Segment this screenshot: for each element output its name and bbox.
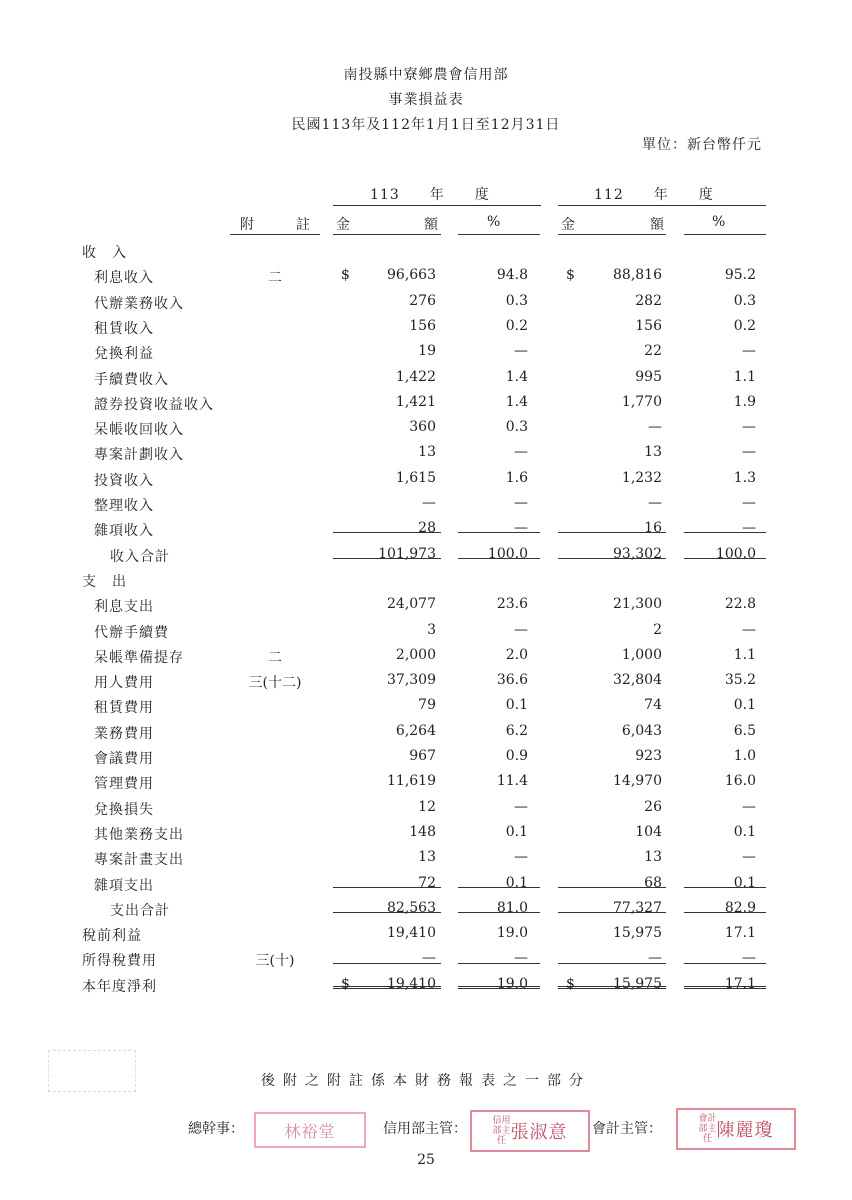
cell-d113: $ [341, 267, 350, 284]
row-label: 稅前利益 [82, 928, 142, 945]
expense-subtotal-rule-a113 [333, 887, 441, 888]
row-label: 兌換利益 [94, 346, 154, 363]
table-row [0, 622, 852, 647]
net-income-double-rule-p113 [458, 986, 540, 989]
statement-period: 民國113年及112年1月1日至12月31日 [291, 117, 561, 133]
tax-rule-a113 [333, 963, 441, 964]
expense-subtotal-rule-p112 [684, 887, 766, 888]
row-label: 專案計劃收入 [94, 447, 184, 464]
cell-a112: 21,300 [613, 596, 662, 613]
credit-manager-stamp-title: 信用部主任 [492, 1116, 511, 1146]
pct-113-header-rule [458, 234, 540, 235]
cell-a113: 19 [418, 343, 436, 360]
page-number: 25 [417, 1152, 435, 1168]
row-label: 呆帳準備提存 [94, 649, 184, 666]
tax-rule-p113 [458, 963, 540, 964]
cell-a113: 19,410 [387, 925, 436, 942]
cell-a112: 32,804 [613, 672, 662, 689]
row-label: 支出合計 [110, 902, 170, 919]
cell-a113: 2,000 [395, 646, 436, 663]
cell-a113: 1,615 [395, 469, 436, 486]
cell-p113: — [514, 849, 528, 866]
cell-a112: — [648, 495, 662, 511]
table-row [0, 672, 852, 697]
row-label: 收 入 [82, 245, 127, 261]
cell-p112: 95.2 [724, 267, 756, 284]
cell-a113: 13 [418, 849, 436, 866]
cell-a113: 28 [418, 520, 436, 537]
revenue-total-rule-a113 [333, 558, 441, 559]
currency-unit: 單位：新台幣仟元 [642, 137, 762, 153]
row-label: 代辦手續費 [94, 624, 169, 641]
table-row [0, 647, 852, 672]
cell-a112: 22 [644, 343, 662, 360]
cell-p113: 1.4 [505, 393, 528, 410]
cell-a112: 16 [644, 520, 662, 537]
cell-a112: 13 [644, 849, 662, 866]
net-income-double-rule-a112 [558, 986, 666, 989]
cell-a112: 6,043 [621, 722, 662, 739]
cell-a113: 79 [418, 697, 436, 714]
cell-a112: 15,975 [613, 975, 662, 992]
general-manager-label: 總幹事： [188, 1121, 244, 1137]
amount-113-header-right: 額 [424, 217, 438, 233]
accounting-manager-label: 會計主管： [592, 1121, 662, 1137]
cell-p113: 19.0 [496, 925, 528, 942]
revenue-subtotal-rule-a113 [333, 532, 441, 533]
cell-p112: 1.1 [733, 646, 756, 663]
row-label: 租賃收入 [94, 320, 154, 337]
cell-a112: 13 [644, 444, 662, 461]
cell-p113: — [514, 495, 528, 511]
row-label: 證券投資收益收入 [94, 396, 214, 413]
cell-note: 二 [268, 270, 282, 287]
cell-p112: 1.0 [733, 748, 756, 764]
cell-d113: $ [341, 975, 350, 992]
cell-a113: 967 [409, 748, 436, 764]
cell-a113: 12 [418, 798, 436, 815]
pct-112-header: % [712, 214, 726, 230]
cell-a112: 26 [644, 798, 662, 815]
cell-p113: 0.1 [505, 823, 528, 840]
row-label: 專案計畫支出 [94, 852, 184, 869]
cell-p112: 0.2 [733, 317, 756, 334]
cell-a113: 360 [409, 419, 436, 436]
cell-p112: 1.9 [733, 393, 756, 410]
cell-p112: — [742, 343, 756, 360]
cell-p112: 0.3 [733, 292, 756, 309]
cell-p112: — [742, 520, 756, 537]
row-label: 會議費用 [94, 751, 154, 767]
cell-p113: 36.6 [496, 672, 528, 689]
cell-p113: — [514, 621, 528, 638]
cell-a113: — [422, 950, 436, 967]
year-113-rule [333, 205, 541, 206]
table-row [0, 697, 852, 722]
cell-note: 二 [268, 649, 282, 666]
table-row [0, 267, 852, 292]
general-manager-stamp [254, 1112, 366, 1148]
tax-rule-a112 [558, 963, 666, 964]
cell-a113: 72 [418, 874, 436, 891]
cell-a112: 74 [644, 697, 662, 714]
cell-p113: — [514, 950, 528, 967]
cell-p113: 0.3 [505, 292, 528, 309]
cell-p112: 6.5 [733, 722, 756, 739]
cell-a112: 68 [644, 874, 662, 891]
table-row [0, 242, 852, 267]
pct-112-header-rule [684, 234, 766, 235]
accounting-manager-stamp-name: 陳麗瓊 [716, 1120, 774, 1141]
cell-a112: 2 [653, 621, 662, 638]
table-row [0, 748, 852, 773]
cell-p113: 11.4 [496, 773, 528, 790]
cell-p113: — [514, 520, 528, 537]
credit-manager-label: 信用部主管： [383, 1121, 467, 1137]
cell-p113: 0.2 [505, 317, 528, 334]
table-row [0, 571, 852, 596]
cell-p112: — [742, 621, 756, 638]
cell-p113: 0.3 [505, 419, 528, 436]
cell-a113: 148 [409, 823, 436, 840]
cell-a113: 24,077 [387, 596, 436, 613]
row-label: 支 出 [82, 573, 127, 590]
accounting-manager-stamp-title: 會計部主任 [698, 1114, 717, 1144]
revenue-subtotal-rule-p112 [684, 532, 766, 533]
year-113-header: 113 年 度 [370, 187, 490, 203]
cell-p112: 1.3 [733, 469, 756, 486]
cell-a112: 156 [635, 317, 662, 334]
row-label: 呆帳收回收入 [94, 422, 184, 439]
cell-a112: 104 [635, 823, 662, 840]
cell-a112: 1,000 [621, 646, 662, 663]
cell-p112: 1.1 [733, 368, 756, 385]
table-row [0, 723, 852, 748]
row-label: 其他業務支出 [94, 826, 184, 843]
cell-p112: — [742, 444, 756, 461]
row-label: 代辦業務收入 [94, 295, 184, 312]
cell-p113: 6.2 [505, 722, 528, 739]
expense-total-rule-a112 [558, 912, 666, 913]
general-manager-stamp-name: 林裕堂 [284, 1121, 336, 1141]
row-label: 利息收入 [94, 270, 154, 287]
row-label: 雜項收入 [94, 523, 154, 540]
cell-p112: — [742, 798, 756, 815]
table-row [0, 470, 852, 495]
cell-a112: 1,232 [621, 469, 662, 486]
note-column-header: 附 註 [240, 217, 310, 233]
cell-d112: $ [566, 975, 575, 992]
cell-a113: 276 [409, 292, 436, 309]
cell-note: 三(十二) [248, 675, 302, 692]
cell-p112: 0.1 [733, 697, 756, 714]
table-row [0, 773, 852, 798]
pct-113-header: % [487, 214, 501, 230]
cell-a112: 93,302 [613, 545, 662, 562]
notes-footnote: 後附之附註係本財務報表之一部分 [261, 1073, 591, 1089]
cell-p112: — [742, 495, 756, 511]
cell-a113: 3 [427, 621, 436, 638]
year-112-rule [558, 205, 766, 206]
cell-a112: 15,975 [613, 925, 662, 942]
table-row [0, 394, 852, 419]
cell-a112: 77,327 [613, 899, 662, 916]
net-income-double-rule-a113 [333, 986, 441, 989]
cell-p112: 35.2 [724, 672, 756, 689]
cell-p113: — [514, 444, 528, 461]
cell-p113: 19.0 [496, 975, 528, 992]
accounting-manager-stamp [676, 1108, 796, 1150]
revenue-total-rule-p112 [684, 558, 766, 559]
cell-a112: 282 [635, 292, 662, 309]
cell-p112: 22.8 [724, 596, 756, 613]
expense-total-rule-p112 [684, 912, 766, 913]
row-label: 用人費用 [94, 675, 154, 692]
cell-a113: 96,663 [387, 267, 436, 284]
cell-a112: 1,770 [621, 393, 662, 410]
year-112-header: 112 年 度 [594, 187, 714, 203]
cell-a113: — [422, 495, 436, 511]
cell-p112: 100.0 [715, 545, 756, 562]
table-row [0, 369, 852, 394]
expense-subtotal-rule-p113 [458, 887, 540, 888]
cell-p113: 0.9 [505, 748, 528, 764]
cell-p113: 0.1 [505, 874, 528, 891]
table-row [0, 293, 852, 318]
cell-a113: 37,309 [387, 672, 436, 689]
cell-a113: 6,264 [395, 722, 436, 739]
row-label: 租賃費用 [94, 700, 154, 717]
cell-p112: 16.0 [724, 773, 756, 790]
revenue-subtotal-rule-p113 [458, 532, 540, 533]
note-header-rule [230, 234, 320, 235]
cell-p112: 17.1 [724, 975, 756, 992]
revenue-total-rule-a112 [558, 558, 666, 559]
cell-a113: 11,619 [387, 773, 436, 790]
row-label: 利息支出 [94, 599, 154, 616]
cell-p112: 0.1 [733, 874, 756, 891]
cell-a113: 82,563 [387, 899, 436, 916]
revenue-total-rule-p113 [458, 558, 540, 559]
expense-subtotal-rule-a112 [558, 887, 666, 888]
table-row [0, 799, 852, 824]
cell-a112: 88,816 [613, 267, 662, 284]
cell-a113: 13 [418, 444, 436, 461]
cell-p113: 1.4 [505, 368, 528, 385]
table-row [0, 495, 852, 520]
credit-manager-stamp [470, 1110, 590, 1152]
row-label: 雜項支出 [94, 877, 154, 894]
cell-p112: 82.9 [724, 899, 756, 916]
cell-a113: 1,422 [395, 368, 436, 385]
row-label: 兌換損失 [94, 801, 154, 818]
cell-p112: — [742, 950, 756, 967]
net-income-double-rule-p112 [684, 986, 766, 989]
org-name: 南投縣中寮鄉農會信用部 [343, 67, 509, 83]
cell-p112: 0.1 [733, 823, 756, 840]
row-label: 管理費用 [94, 776, 154, 793]
statement-title: 事業損益表 [388, 92, 464, 108]
row-label: 手續費收入 [94, 371, 169, 388]
row-label: 投資收入 [94, 472, 154, 489]
table-row [0, 419, 852, 444]
cell-p113: 94.8 [496, 267, 528, 284]
tax-rule-p112 [684, 963, 766, 964]
cell-p113: 81.0 [496, 899, 528, 916]
cell-p112: — [742, 419, 756, 436]
cell-a112: 995 [635, 368, 662, 385]
cell-p113: 2.0 [505, 646, 528, 663]
amount-112-header-right: 額 [650, 217, 664, 233]
table-row [0, 318, 852, 343]
cell-a113: 101,973 [378, 545, 436, 562]
row-label: 所得稅費用 [82, 953, 157, 970]
cell-a113: 19,410 [387, 975, 436, 992]
revenue-subtotal-rule-a112 [558, 532, 666, 533]
cell-a112: 923 [635, 748, 662, 764]
cell-p113: — [514, 343, 528, 360]
table-row [0, 849, 852, 874]
cell-a112: 14,970 [613, 773, 662, 790]
cell-p112: 17.1 [724, 925, 756, 942]
row-label: 收入合計 [110, 548, 170, 565]
table-row [0, 343, 852, 368]
table-row [0, 824, 852, 849]
cell-a112: — [648, 419, 662, 436]
cell-p112: — [742, 849, 756, 866]
table-row [0, 925, 852, 950]
row-label: 業務費用 [94, 725, 154, 742]
cell-a113: 156 [409, 317, 436, 334]
table-row [0, 596, 852, 621]
cell-p113: 0.1 [505, 697, 528, 714]
amount-112-header-left: 金 [561, 217, 575, 233]
cell-p113: 23.6 [496, 596, 528, 613]
cell-a112: — [648, 950, 662, 967]
expense-total-rule-p113 [458, 912, 540, 913]
expense-total-rule-a113 [333, 912, 441, 913]
cell-note: 三(十) [255, 953, 295, 970]
cell-d112: $ [566, 267, 575, 284]
cell-p113: 100.0 [487, 545, 528, 562]
credit-manager-stamp-name: 張淑意 [510, 1122, 568, 1143]
table-row [0, 444, 852, 469]
amount-113-header-left: 金 [336, 217, 350, 233]
amount-112-header-rule [558, 234, 666, 235]
cell-p113: — [514, 798, 528, 815]
row-label: 整理收入 [94, 498, 154, 514]
amount-113-header-rule [333, 234, 441, 235]
cell-a113: 1,421 [395, 393, 436, 410]
row-label: 本年度淨利 [82, 978, 157, 995]
cell-p113: 1.6 [505, 469, 528, 486]
